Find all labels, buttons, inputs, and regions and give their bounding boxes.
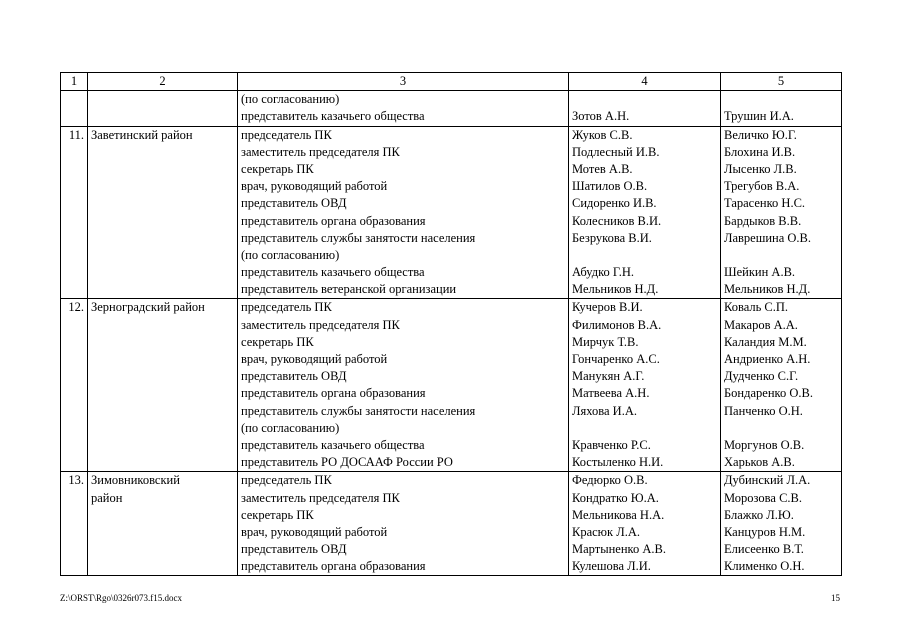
header-col-1: 1 — [61, 73, 88, 91]
member-name-col4: Филимонов В.А. — [572, 317, 662, 332]
row-number-cell — [61, 472, 88, 576]
member-role-cell — [238, 299, 569, 472]
member-name-col4: Абудко Г.Н. — [572, 265, 635, 280]
member-name-col4 — [572, 420, 717, 437]
district-name: район — [91, 490, 123, 505]
row-number-cell — [61, 91, 88, 126]
member-name-col4: Кравченко Р.С. — [572, 437, 651, 452]
member-name-col5: Коваль С.П. — [724, 300, 789, 315]
member-name-col5: Канцуров Н.М. — [724, 524, 806, 539]
member-name-col4: Ляхова И.А. — [572, 403, 637, 418]
member-name-col5: Дубинский Л.А. — [724, 473, 811, 488]
member-name-col4-cell — [569, 472, 721, 576]
member-role: представитель ветеранской организации — [241, 282, 457, 297]
member-name-col4: Мотев А.В. — [572, 161, 633, 176]
row-number: 13. — [68, 473, 84, 488]
member-name-col5 — [724, 420, 838, 437]
member-name-col5-cell — [721, 91, 842, 126]
member-name-col5: Лаврешина О.В. — [724, 230, 812, 245]
member-name-col4: Кулешова Л.И. — [572, 559, 651, 574]
member-name-col4: Мельникова Н.А. — [572, 507, 665, 522]
member-role: врач, руководящий работой — [241, 179, 388, 194]
header-col-2: 2 — [88, 73, 238, 91]
member-role-cell — [238, 91, 569, 126]
member-name-col5: Макаров А.А. — [724, 317, 798, 332]
member-role: представитель ОВД — [241, 542, 347, 557]
member-role: заместитель председателя ПК — [241, 144, 400, 159]
member-role: представитель казачьего общества — [241, 109, 425, 124]
member-role: представитель службы занятости населения — [241, 230, 476, 245]
header-col-3: 3 — [238, 73, 569, 91]
member-name-col5: Клименко О.Н. — [724, 559, 805, 574]
member-name-col4-cell — [569, 126, 721, 299]
member-name-col4: Кондратко Ю.А. — [572, 490, 659, 505]
member-name-col5: Бардыков В.В. — [724, 213, 802, 228]
member-name-col4: Кучеров В.И. — [572, 300, 643, 315]
district-name — [91, 91, 234, 108]
table-row — [61, 299, 842, 472]
member-name-col4-cell — [569, 91, 721, 126]
member-role: представитель службы занятости населения — [241, 403, 476, 418]
member-name-col4: Жуков С.В. — [572, 127, 633, 142]
member-name-col4: Манукян А.Г. — [572, 369, 645, 384]
row-number: 11. — [68, 127, 84, 142]
member-name-col5: Тарасенко Н.С. — [724, 196, 806, 211]
member-role: (по согласованию) — [241, 420, 340, 435]
member-name-col4: Мартыненко А.В. — [572, 542, 666, 557]
member-role: представитель казачьего общества — [241, 437, 425, 452]
member-name-col5-cell — [721, 472, 842, 576]
header-col-4: 4 — [569, 73, 721, 91]
commission-table — [60, 72, 842, 576]
member-name-col4: Сидоренко И.В. — [572, 196, 657, 211]
member-name-col4: Колесников В.И. — [572, 213, 662, 228]
member-name-col4: Зотов А.Н. — [572, 109, 630, 124]
member-role: заместитель председателя ПК — [241, 317, 400, 332]
member-name-col4: Подлесный И.В. — [572, 144, 660, 159]
member-name-col5: Бондаренко О.В. — [724, 386, 813, 401]
member-name-col4: Мирчук Т.В. — [572, 334, 639, 349]
member-name-col4: Красюк Л.А. — [572, 524, 640, 539]
header-row — [61, 73, 842, 91]
member-name-col5: Андриенко А.Н. — [724, 352, 811, 367]
member-name-col5: Величко Ю.Г. — [724, 127, 797, 142]
member-role: представитель казачьего общества — [241, 265, 425, 280]
member-role: секретарь ПК — [241, 161, 314, 176]
member-name-col5-cell — [721, 299, 842, 472]
member-role-cell — [238, 472, 569, 576]
member-name-col4: Шатилов О.В. — [572, 179, 648, 194]
member-name-col4: Безрукова В.И. — [572, 230, 652, 245]
member-name-col5: Панченко О.Н. — [724, 403, 803, 418]
row-number-cell — [61, 126, 88, 299]
member-role-cell — [238, 126, 569, 299]
member-name-col5: Мельников Н.Д. — [724, 282, 811, 297]
member-name-col5: Блажко Л.Ю. — [724, 507, 794, 522]
district-name: Зимовниковский — [91, 473, 180, 488]
member-role: секретарь ПК — [241, 507, 314, 522]
member-role: врач, руководящий работой — [241, 352, 388, 367]
member-role: представитель органа образования — [241, 559, 426, 574]
district-name-cell — [88, 299, 238, 472]
member-name-col5: Моргунов О.В. — [724, 437, 805, 452]
member-name-col4 — [572, 91, 717, 108]
member-name-col5: Дудченко С.Г. — [724, 369, 799, 384]
member-role: (по согласованию) — [241, 247, 340, 262]
member-role: председатель ПК — [241, 127, 332, 142]
member-name-col4: Матвеева А.Н. — [572, 386, 650, 401]
member-name-col4: Мельников Н.Д. — [572, 282, 659, 297]
member-role: председатель ПК — [241, 473, 332, 488]
footer-page-number: 15 — [831, 593, 840, 603]
table-header — [61, 73, 842, 91]
member-name-col5: Трушин И.А. — [724, 109, 794, 124]
member-name-col5: Трегубов В.А. — [724, 179, 800, 194]
member-role: представитель ОВД — [241, 369, 347, 384]
member-name-col4: Костыленко Н.И. — [572, 455, 664, 470]
row-number-cell — [61, 299, 88, 472]
member-name-col5: Елисеенко В.Т. — [724, 542, 804, 557]
member-name-col5: Шейкин А.В. — [724, 265, 796, 280]
member-role: заместитель председателя ПК — [241, 490, 400, 505]
member-name-col5: Каландия М.М. — [724, 334, 807, 349]
table-body — [61, 91, 842, 576]
member-role: (по согласованию) — [241, 92, 340, 107]
row-number: 12. — [68, 300, 84, 315]
member-role: представитель органа образования — [241, 213, 426, 228]
member-name-col5 — [724, 91, 838, 108]
member-role: представитель РО ДОСААФ России РО — [241, 455, 453, 470]
table-row — [61, 126, 842, 299]
member-role: председатель ПК — [241, 300, 332, 315]
footer-file-path: Z:\ORST\Rgo\0326r073.f15.docx — [60, 593, 182, 603]
member-name-col5: Морозова С.В. — [724, 490, 803, 505]
district-name-cell — [88, 91, 238, 126]
member-role: представитель органа образования — [241, 386, 426, 401]
table-row — [61, 91, 842, 126]
member-name-col4-cell — [569, 299, 721, 472]
member-name-col5: Блохина И.В. — [724, 144, 796, 159]
district-name-cell — [88, 472, 238, 576]
member-role: секретарь ПК — [241, 334, 314, 349]
district-name: Зерноградский район — [91, 300, 205, 315]
table-row — [61, 472, 842, 576]
header-col-5: 5 — [721, 73, 842, 91]
member-name-col4 — [572, 247, 717, 264]
member-name-col5-cell — [721, 126, 842, 299]
district-name-cell — [88, 126, 238, 299]
district-name: Заветинский район — [91, 127, 193, 142]
member-name-col5 — [724, 247, 838, 264]
member-name-col4: Федюрко О.В. — [572, 473, 648, 488]
member-name-col4: Гончаренко А.С. — [572, 352, 660, 367]
member-name-col5: Лысенко Л.В. — [724, 161, 797, 176]
member-name-col5: Харьков А.В. — [724, 455, 795, 470]
member-role: представитель ОВД — [241, 196, 347, 211]
member-role: врач, руководящий работой — [241, 524, 388, 539]
row-number — [64, 91, 84, 108]
